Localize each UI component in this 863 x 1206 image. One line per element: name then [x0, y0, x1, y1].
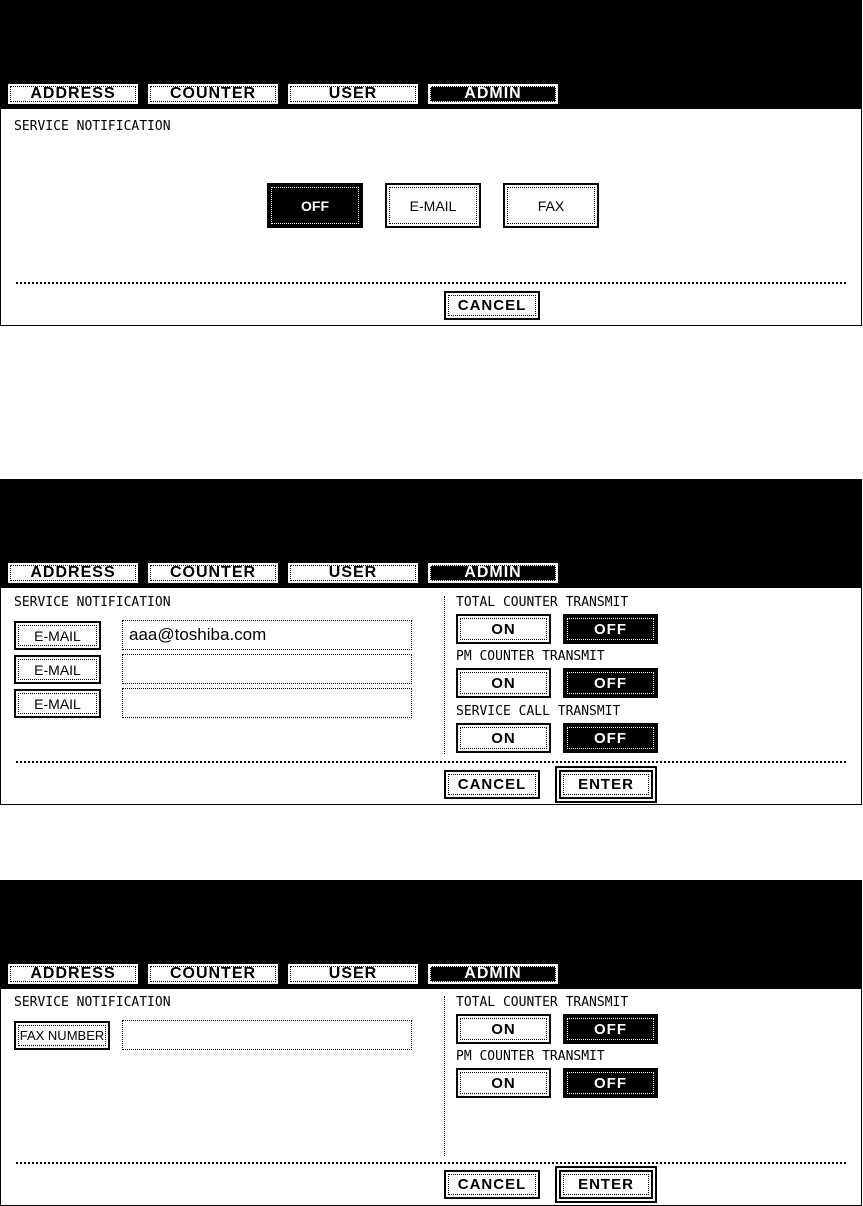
tab-counter[interactable]: COUNTER: [146, 962, 280, 986]
fax-number-button[interactable]: FAX NUMBER: [14, 1021, 110, 1050]
tab-user[interactable]: USER: [286, 962, 420, 986]
service-notification-panel-2: [0, 479, 862, 805]
email-button-2[interactable]: E-MAIL: [14, 655, 101, 684]
email-field-2[interactable]: [122, 654, 412, 684]
tab-user[interactable]: USER: [286, 82, 420, 106]
tab-address[interactable]: ADDRESS: [6, 561, 140, 585]
service-call-off-button[interactable]: OFF: [563, 723, 658, 753]
service-call-on-button[interactable]: ON: [456, 723, 551, 753]
section-title: SERVICE NOTIFICATION: [14, 119, 171, 134]
email-button-1[interactable]: E-MAIL: [14, 621, 101, 650]
tab-counter[interactable]: COUNTER: [146, 82, 280, 106]
tab-admin[interactable]: ADMIN: [426, 82, 560, 106]
pm-counter-transmit-label: PM COUNTER TRANSMIT: [456, 1049, 605, 1064]
total-counter-on-button[interactable]: ON: [456, 1014, 551, 1044]
total-counter-off-button[interactable]: OFF: [563, 1014, 658, 1044]
section-title: SERVICE NOTIFICATION: [14, 995, 171, 1010]
enter-button[interactable]: ENTER: [559, 770, 653, 799]
cancel-button[interactable]: CANCEL: [444, 770, 540, 799]
pm-counter-on-button[interactable]: ON: [456, 668, 551, 698]
email-option-button[interactable]: E-MAIL: [385, 183, 481, 228]
total-counter-on-button[interactable]: ON: [456, 614, 551, 644]
email-button-3[interactable]: E-MAIL: [14, 689, 101, 718]
tab-admin[interactable]: ADMIN: [426, 962, 560, 986]
email-field-3[interactable]: [122, 688, 412, 718]
total-counter-off-button[interactable]: OFF: [563, 614, 658, 644]
total-counter-transmit-label: TOTAL COUNTER TRANSMIT: [456, 995, 629, 1010]
pm-counter-off-button[interactable]: OFF: [563, 1068, 658, 1098]
tab-admin[interactable]: ADMIN: [426, 561, 560, 585]
pm-counter-off-button[interactable]: OFF: [563, 668, 658, 698]
tab-counter[interactable]: COUNTER: [146, 561, 280, 585]
off-option-button[interactable]: OFF: [267, 183, 363, 228]
service-notification-panel-3: [0, 880, 862, 1206]
tab-user[interactable]: USER: [286, 561, 420, 585]
service-call-transmit-label: SERVICE CALL TRANSMIT: [456, 704, 621, 719]
fax-number-field[interactable]: [122, 1020, 412, 1050]
email-field-1[interactable]: aaa@toshiba.com: [122, 620, 412, 650]
section-title: SERVICE NOTIFICATION: [14, 595, 171, 610]
fax-option-button[interactable]: FAX: [503, 183, 599, 228]
pm-counter-transmit-label: PM COUNTER TRANSMIT: [456, 649, 605, 664]
pm-counter-on-button[interactable]: ON: [456, 1068, 551, 1098]
enter-button[interactable]: ENTER: [559, 1170, 653, 1199]
cancel-button[interactable]: CANCEL: [444, 1170, 540, 1199]
tab-address[interactable]: ADDRESS: [6, 962, 140, 986]
total-counter-transmit-label: TOTAL COUNTER TRANSMIT: [456, 595, 629, 610]
cancel-button[interactable]: CANCEL: [444, 291, 540, 320]
service-notification-panel-1: [0, 0, 862, 326]
tab-address[interactable]: ADDRESS: [6, 82, 140, 106]
